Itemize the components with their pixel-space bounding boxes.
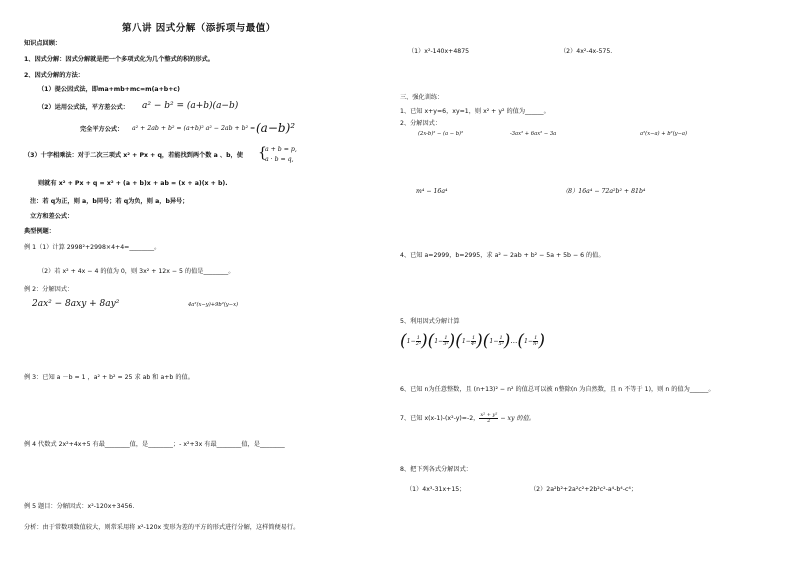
common-factor-method: （1）提公因式法，即ma+mb+mc=m(a+b+c) (38, 86, 180, 93)
practice-2-expression-c: a²(x−a) + b²(y−a) (640, 131, 688, 137)
practice-8-item-1: （1）4x³-31x+15； (406, 486, 466, 493)
example-2-expression-1: 2ax² − 8axy + 8ay² (32, 299, 120, 309)
practice-2-expression-d: m⁴ − 16a⁴ (416, 188, 448, 195)
example-2-expression-2: 4a²(x−y)+9b²(y−x) (188, 302, 239, 308)
cube-formula-label: 立方和差公式： (30, 213, 74, 220)
practice-1: 1、已知 x+y=6，xy=1，则 x² + y² 的值为______。 (400, 108, 550, 115)
perfect-square-label: 完全平方公式： (80, 126, 124, 133)
example-2-label: 例 2：分解因式： (24, 286, 74, 293)
practice-7-prefix: 7、已知 x(x-1)-(x²-y)=-2， (400, 415, 480, 422)
practice-2-expression-e: （8）16a⁴ − 72a²b² + 81b⁴ (562, 188, 646, 195)
practice-7 (400, 412, 535, 426)
difference-of-squares-formula: a² − b² = (a+b)(a−b) (142, 101, 239, 111)
examples-heading: 典型例题： (24, 228, 55, 235)
example-5: 例 5 题目：分解因式：x²-120x+3456. (24, 503, 135, 510)
top-problem-1: （1）x²-140x+4875 (408, 48, 470, 55)
factorization-definition: 1、因式分解：因式分解就是把一个多项式化为几个整式的积的形式。 (24, 56, 214, 63)
example-3: 例 3：已知 a －b = 1 ，a² + b² = 25 求 ab 和 a+b 的值。 (24, 374, 194, 381)
practice-7-suffix: − xy 的值。 (498, 415, 535, 422)
system-brace: { (258, 145, 267, 161)
practice-heading: 三、强化训练： (400, 94, 444, 101)
perfect-square-formula: a² + 2ab + b² = (a+b)² a² − 2ab + b² = (132, 125, 256, 132)
practice-5-product: (1− $\frac{1}{\text{2²}}$ )(1− $\frac{1}{\text{3²}}$ )(1− $\frac{1}{\text{4²}}$ )(1− $\frac{1}{\text{5²}}$ )…(1− $\frac{1}{\text{n²}}$ ) (400, 331, 546, 351)
cross-multiplication-result: 则就有 x² + Px + q = x² + (a + b)x + ab = (x + a)(x + b). (38, 180, 228, 187)
practice-2-expression-a: (2x-b)² − (a − b)² (418, 131, 464, 137)
methods-heading: 2、因式分解的方法： (24, 72, 84, 79)
example-1-part-2: （2）若 x² + 4x − 4 的值为 0，则 3x² + 12x − 5 的值是________。 (38, 268, 235, 275)
sign-note: 注：若 q为正，则 a，b同号；若 q为负，则 a，b异号； (30, 198, 189, 205)
cross-multiplication-label: （3）十字相乘法：对于二次三项式 x² + Px + q，若能找到两个数 a 、b，使 (24, 152, 243, 159)
system-line-2: a · b = q, (265, 156, 294, 163)
example-4: 例 4 代数式 2x²+4x+5 有最________值，是________；- x²+3x 有最________值，是________ (24, 441, 285, 448)
practice-6: 6、已知 n为任意整数，且 (n+13)² − n² 的值总可以被 n整除(n 为自然数，且 n 不等于 1)，则 n 的值为______。 (400, 386, 715, 393)
practice-8-label: 8、把下列各式分解因式： (400, 466, 472, 473)
analysis-text: 分析：由于常数项数值较大，则常采用将 x²-120x 变形为差的平方的形式进行分解，这样简便易行。 (24, 524, 300, 531)
practice-4: 4、已知 a=2999，b=2995，求 a² − 2ab + b² − 5a + 5b − 6 的值。 (400, 252, 605, 259)
practice-5-ellipsis: … (510, 337, 518, 345)
formula-method-label: （2）运用公式法，平方差公式： (38, 104, 129, 111)
practice-2-label: 2、分解因式： (400, 120, 442, 127)
worksheet-title: 第八讲 因式分解（添拆项与最值） (122, 23, 276, 34)
practice-7-denominator: 2 (487, 417, 491, 424)
practice-2-expression-b: -3ax² + 6ax² − 3a (510, 131, 557, 137)
example-1-part-1: 例 1（1）计算 2998²+2998×4+4=________。 (24, 244, 161, 251)
practice-5-label: 5、利用因式分解计算 (400, 318, 460, 325)
perfect-square-tail: (a−b)² (256, 121, 296, 135)
top-problem-2: （2）4x²-4x-575. (560, 48, 613, 55)
practice-8-item-2: （2）2a²b²+2a²c²+2b²c²-a⁴-b⁴-c⁴； (530, 486, 638, 493)
knowledge-review-heading: 知识点回顾： (24, 40, 62, 47)
system-line-1: a + b = p, (265, 146, 297, 153)
practice-7-numerator: x² + y² (480, 411, 498, 418)
